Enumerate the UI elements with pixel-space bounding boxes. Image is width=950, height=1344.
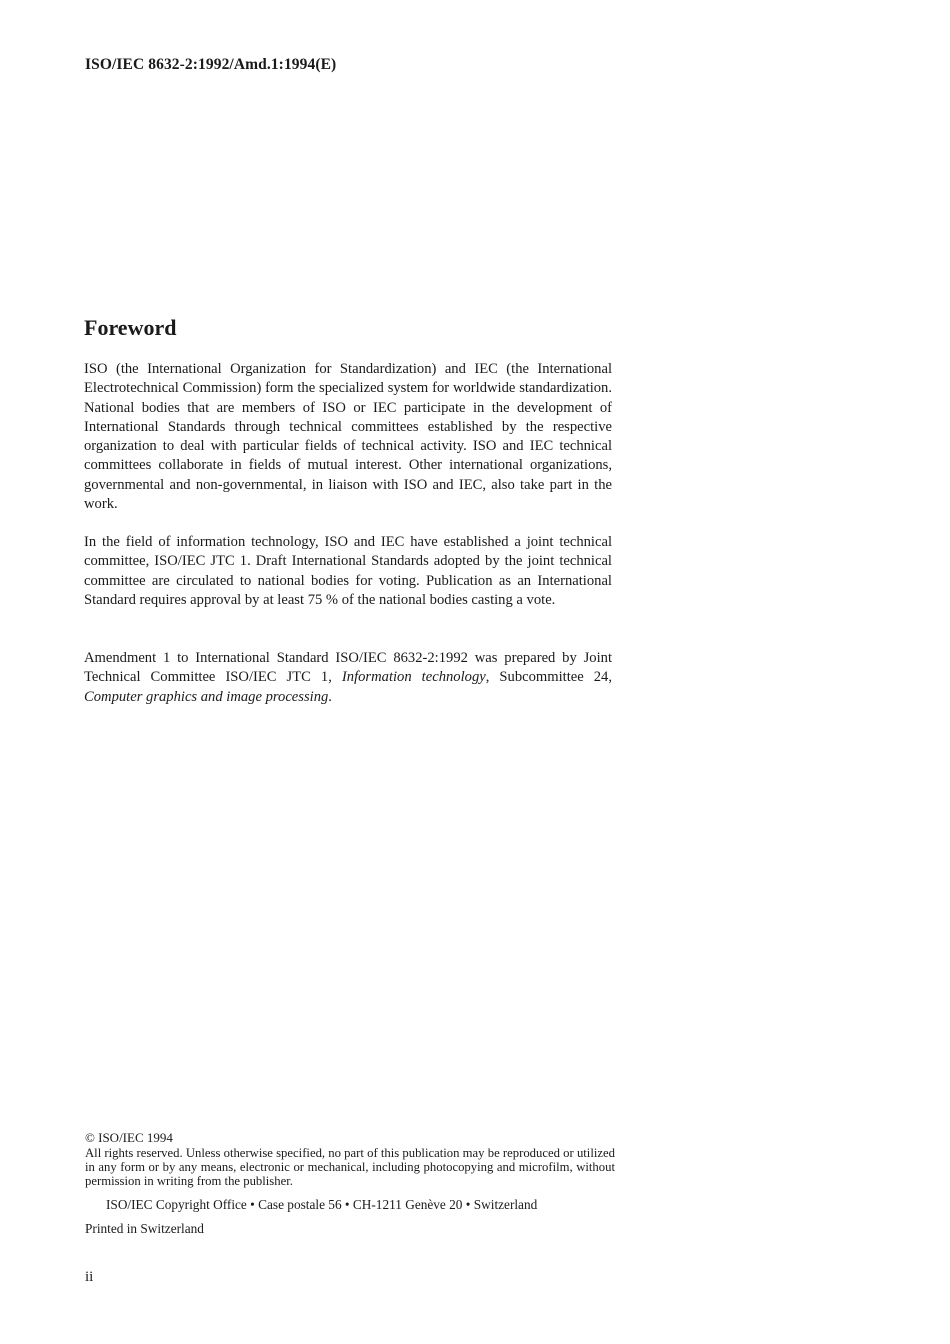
page-number: ii <box>85 1269 94 1285</box>
printed-in-notice: Printed in Switzerland <box>85 1221 204 1236</box>
foreword-paragraph-1: ISO (the International Organization for Standardization) and IEC (the International Electrotechnical Commission) form the specialized system for worldwide standardization. National bodies that are members of ISO or IEC participate in the development of International Standards through technical committees established by the respective organization to deal with particular fields of technical activity. ISO and IEC technical committees collaborate in fields of mutual interest. Other international organizations, governmental and non-governmental, in liaison with ISO and IEC, also take part in the work. <box>84 361 612 513</box>
copyright-block <box>85 1131 615 1188</box>
copyright-office-address: ISO/IEC Copyright Office • Case postale 56 • CH-1211 Genève 20 • Switzerland <box>106 1197 538 1212</box>
foreword-paragraph-3 <box>84 649 612 707</box>
foreword-paragraph-2: In the field of information technology, ISO and IEC have established a joint technical committee, ISO/IEC JTC 1. Draft International Standards adopted by the joint technical committee are circulated to national bodies for voting. Publication as an International Standard requires approval by at least 75 % of the national bodies casting a vote. <box>84 534 612 608</box>
subcommittee-name-italic: Computer graphics and image processing <box>84 688 329 705</box>
foreword-title: Foreword <box>84 315 177 340</box>
committee-name-italic: Information technology <box>341 669 486 686</box>
document-header: ISO/IEC 8632-2:1992/Amd.1:1994(E) <box>85 56 337 73</box>
paragraph-3-text-1: Amendment 1 to International Standard ISO/IEC 8632-2:1992 was prepared by Joint Technical Committee ISO/IEC JTC 1, <box>84 650 612 686</box>
copyright-notice: © ISO/IEC 1994 <box>85 1130 173 1145</box>
rights-notice: All rights reserved. Unless otherwise specified, no part of this publication may be reproduced or utilized in any form or by any means, electronic or mechanical, including photocopying and microfilm, without permission in writing from the publisher. <box>85 1145 615 1188</box>
paragraph-3-text-3: . <box>328 688 332 705</box>
paragraph-3-text-2: , Subcommittee 24, <box>485 669 612 686</box>
